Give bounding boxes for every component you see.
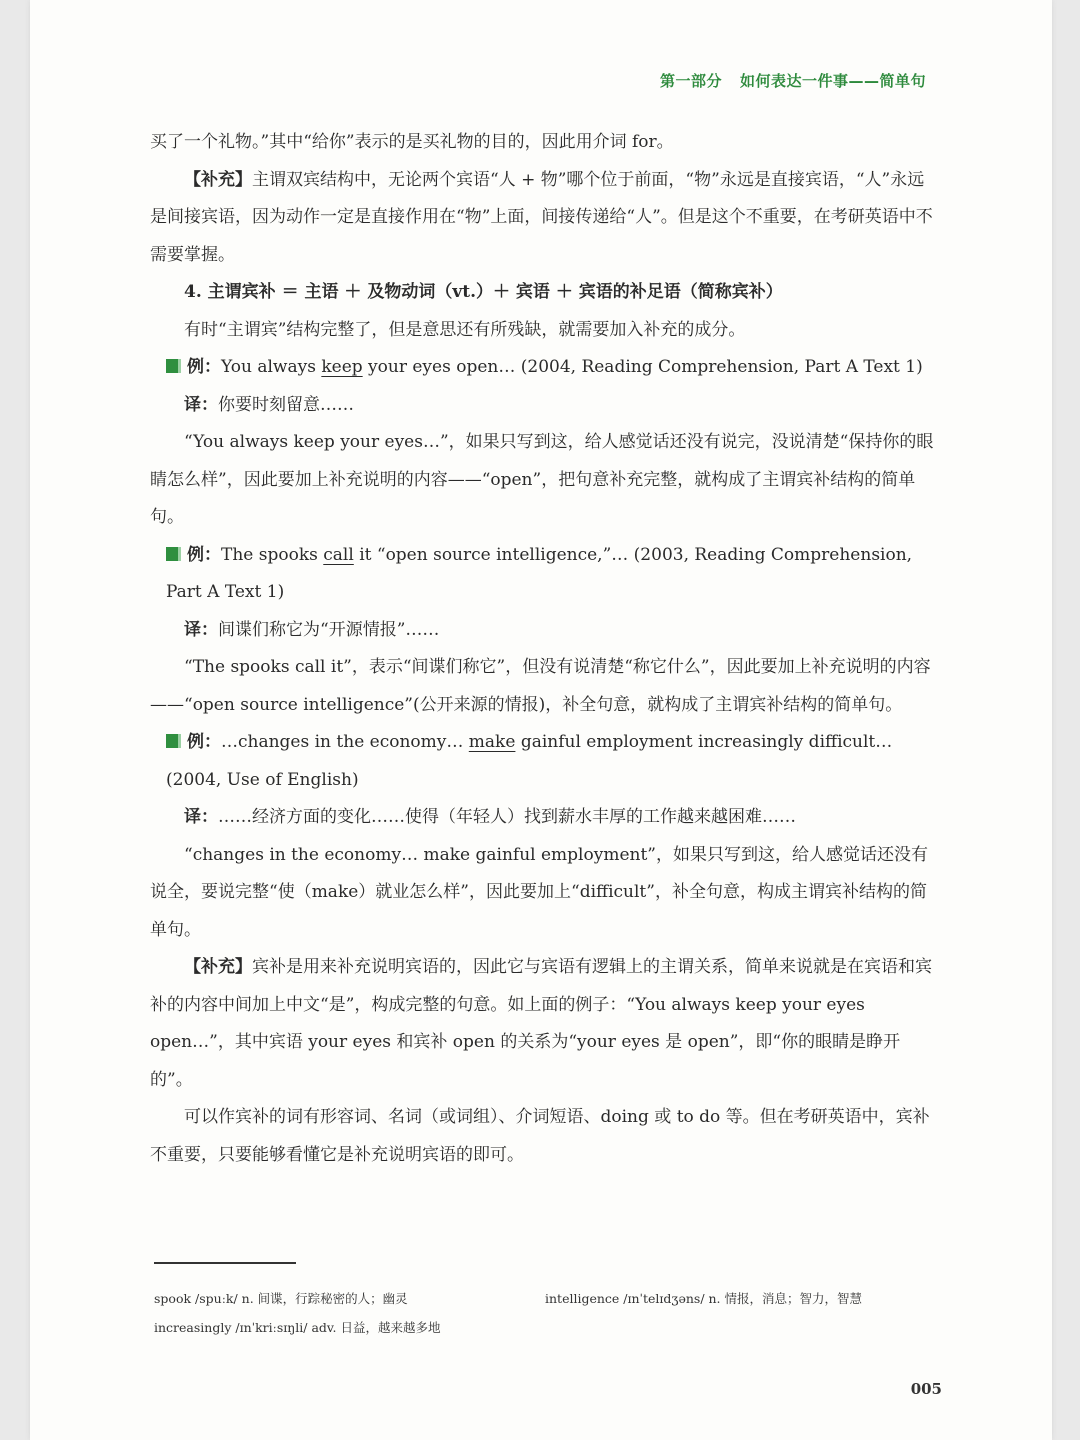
- page-number: 005: [910, 1380, 942, 1398]
- book-page: [30, 0, 1052, 1440]
- example-marker-icon: [166, 547, 181, 561]
- example-label: 例：: [187, 732, 221, 752]
- translation-text: 间谍们称它为“开源情报”……: [218, 619, 440, 640]
- section-heading-4: 4. 主谓宾补 ＝ 主语 ＋ 及物动词（vt.）＋ 宾语 ＋ 宾语的补足语（简称宾补）: [184, 282, 783, 302]
- example-verb: keep: [321, 357, 363, 377]
- example-text: gainful employment increasingly difficult… (2004, Use of English): [166, 732, 893, 790]
- translation-label: 译：: [184, 807, 218, 827]
- supplement-text: 主谓双宾结构中，无论两个宾语“人 + 物”哪个位于前面，“物”永远是直接宾语，“人”永远是间接宾语，因为动作一定是直接作用在“物”上面，间接传递给“人”。但是这个不重要，在考研英语中不需要掌握。: [150, 169, 933, 265]
- footnotes: [154, 1284, 914, 1342]
- supplement-1: [150, 162, 936, 275]
- example-text: …changes in the economy…: [221, 732, 469, 752]
- translation-text: 你要时刻留意……: [218, 394, 354, 415]
- translation-1: [150, 387, 936, 425]
- example-1: [150, 349, 936, 387]
- example-text: it “open source intelligence,”… (2003, Reading Comprehension, Part A Text 1): [166, 544, 913, 602]
- header-part: 第一部分: [659, 72, 722, 90]
- translation-text: ……经济方面的变化……使得（年轻人）找到薪水丰厚的工作越来越困难……: [218, 807, 796, 827]
- translation-3: [150, 799, 936, 837]
- translation-2: [150, 612, 936, 650]
- footnote-spook: spook /spuːk/ n. 间谍，行踪秘密的人；幽灵: [154, 1291, 408, 1306]
- paragraph-5: 可以作宾补的词有形容词、名词（或词组）、介词短语、doing 或 to do 等。但在考研英语中，宾补不重要，只要能够看懂它是补充说明宾语的即可。: [150, 1107, 930, 1165]
- example-verb: call: [323, 544, 354, 565]
- footnote-row: [154, 1313, 914, 1342]
- example-label: 例：: [187, 357, 221, 377]
- supplement-label: 【补充】: [184, 957, 252, 977]
- example-marker-icon: [166, 359, 181, 373]
- example-text: You always: [221, 357, 322, 377]
- paragraph-3: 有时“主谓宾”结构完整了，但是意思还有所残缺，就需要加入补充的成分。: [184, 319, 746, 340]
- supplement-label: 【补充】: [184, 169, 252, 190]
- example-text: The spooks: [221, 544, 324, 565]
- paragraph-1: 买了一个礼物。”其中“给你”表示的是买礼物的目的，因此用介词 for。: [150, 132, 674, 152]
- supplement-text: 宾补是用来补充说明宾语的，因此它与宾语有逻辑上的主谓关系，简单来说就是在宾语和宾补的内容中间加上中文“是”，构成完整的句意。如上面的例子：“You always keep your eyes open…”，其中宾语 your eyes 和宾补 open 的关系为“your eyes 是 open”，即“你的眼睛是睁开的”。: [150, 957, 932, 1090]
- main-text: [150, 124, 936, 1174]
- footnote-row: [154, 1284, 914, 1313]
- translation-label: 译：: [184, 619, 218, 640]
- footnote-divider: [154, 1262, 296, 1264]
- footnote-intelligence: intelligence /ɪnˈtelɪdʒəns/ n. 情报，消息；智力，智慧: [545, 1291, 862, 1306]
- example-label: 例：: [187, 544, 221, 565]
- example-text: your eyes open… (2004, Reading Comprehension, Part A Text 1): [362, 357, 923, 377]
- explanation-2: “The spooks call it”，表示“间谍们称它”，但没有说清楚“称它什么”，因此要加上补充说明的内容——“open source intelligence”(公开来源的情报)，补全句意，就构成了主谓宾补结构的简单句。: [150, 657, 931, 715]
- example-3: [150, 724, 936, 799]
- footnote-increasingly: increasingly /ɪnˈkriːsɪŋli/ adv. 日益，越来越多地: [154, 1320, 441, 1335]
- explanation-1: “You always keep your eyes…”，如果只写到这，给人感觉话还没有说完，没说清楚“保持你的眼睛怎么样”，因此要加上补充说明的内容——“open”，把句意补充完整，就构成了主谓宾补结构的简单句。: [150, 432, 934, 527]
- example-verb: make: [468, 732, 516, 752]
- translation-label: 译：: [184, 394, 218, 415]
- example-2: [150, 537, 936, 612]
- header-chapter: 如何表达一件事——简单句: [739, 72, 926, 90]
- supplement-2: [150, 949, 936, 1099]
- example-marker-icon: [166, 734, 181, 748]
- running-header: [660, 70, 926, 91]
- explanation-3: “changes in the economy… make gainful employment”，如果只写到这，给人感觉话还没有说全，要说完整“使（make）就业怎么样”，因此要加上“difficult”，补全句意，构成主谓宾补结构的简单句。: [150, 844, 928, 940]
